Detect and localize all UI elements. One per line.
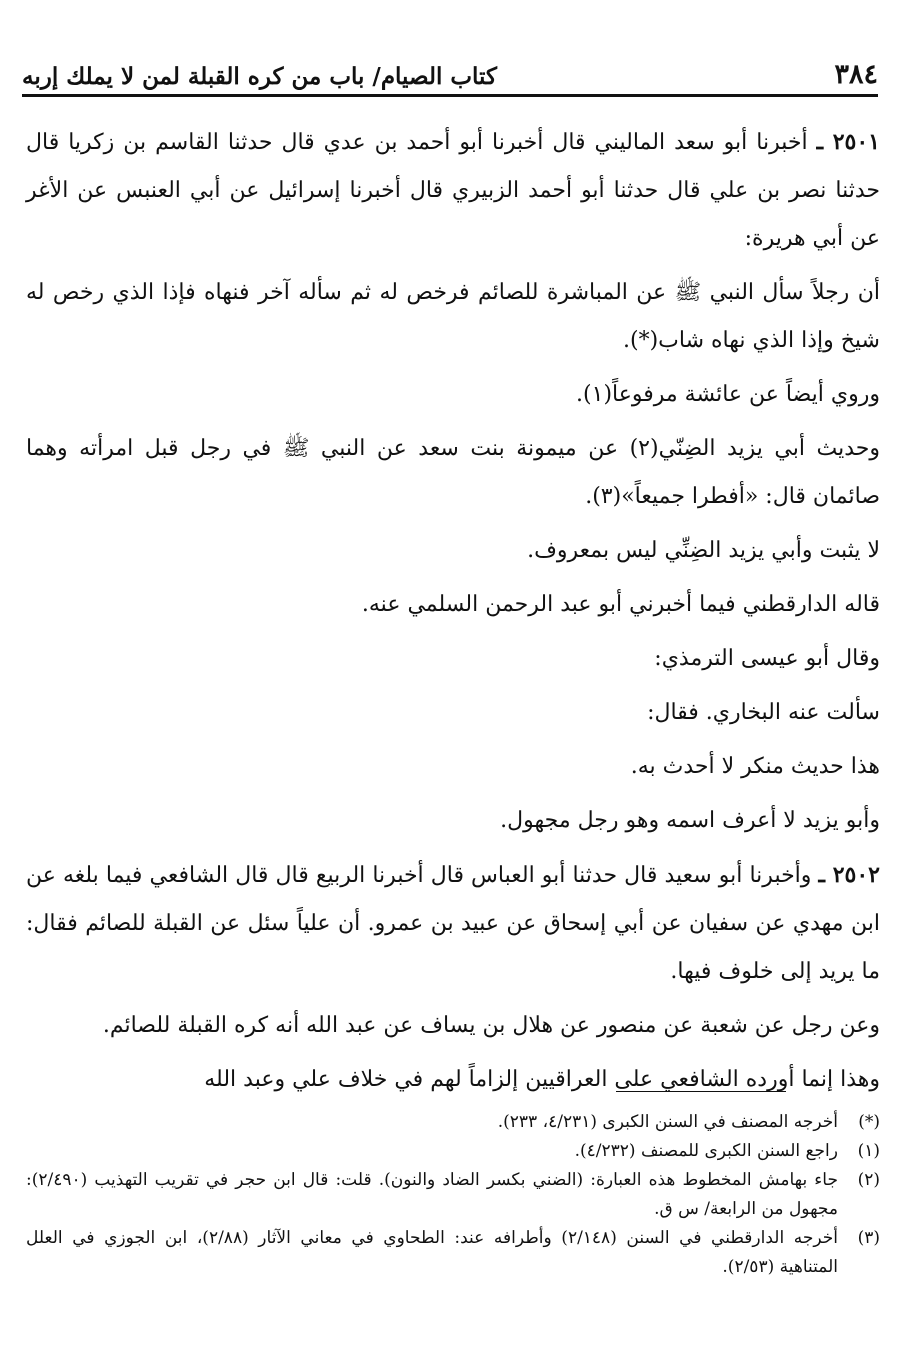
paragraph-text: قاله الدارقطني فيما أخبرني أبو عبد الرحمن السلمي عنه. xyxy=(361,592,880,617)
paragraph xyxy=(26,118,880,263)
footnote-marker: (*) xyxy=(858,1112,880,1132)
paragraph-text: وأخبرنا أبو سعيد قال حدثنا أبو العباس قال أخبرنا الربيع قال قال الشافعي فيما بلغه عن ابن مهدي عن سفيان عن أبي إسحاق عن عبيد بن عمرو. أن علياً سئل عن القبلة للصائم فقال: ما يريد إلى خلوف فيها. xyxy=(26,863,880,984)
footnotes xyxy=(26,1108,880,1282)
paragraph xyxy=(26,743,880,791)
paragraph-text: سألت عنه البخاري. فقال: xyxy=(647,700,880,725)
paragraph xyxy=(26,581,880,629)
footnote-text: راجع السنن الكبرى للمصنف (٤/٢٣٢). xyxy=(574,1141,838,1161)
paragraph xyxy=(26,371,880,419)
paragraph xyxy=(26,797,880,845)
footnote xyxy=(26,1137,880,1166)
paragraph-text: وعن رجل عن شعبة عن منصور عن هلال بن يساف عن عبد الله أنه كره القبلة للصائم. xyxy=(102,1013,880,1038)
running-title: كتاب الصيام/ باب من كره القبلة لمن لا يملك إربه xyxy=(22,63,497,90)
paragraph-text: وهذا إنما أورده الشافعي على العراقيين إلزاماً لهم في خلاف علي وعبد الله xyxy=(204,1067,880,1092)
page-number: ٣٨٤ xyxy=(834,59,878,90)
paragraph xyxy=(26,1056,880,1104)
paragraph xyxy=(26,851,880,996)
footnote-marker: (١) xyxy=(857,1141,880,1161)
paragraph xyxy=(26,1002,880,1050)
paragraph-text: وحديث أبي يزيد الضِنّي(٢) عن ميمونة بنت سعد عن النبي ﷺ في رجل قبل امرأته وهما صائمان قال: «أفطرا جميعاً»(٣). xyxy=(26,436,880,509)
main-text xyxy=(26,118,880,1110)
paragraph xyxy=(26,425,880,521)
footnote xyxy=(26,1108,880,1137)
hadith-number: ٢٥٠١ ـ xyxy=(816,129,880,155)
footnote-text: أخرجه الدارقطني في السنن (٢/١٤٨) وأطرافه عند: الطحاوي في معاني الآثار (٢/٨٨)، ابن الجوزي في العلل المتناهية (٢/٥٣). xyxy=(26,1228,838,1277)
paragraph xyxy=(26,269,880,365)
paragraph-text: وأبو يزيد لا أعرف اسمه وهو رجل مجهول. xyxy=(500,808,880,833)
footnote-marker: (٣) xyxy=(857,1228,880,1248)
paragraph-text: وروي أيضاً عن عائشة مرفوعاً(١). xyxy=(576,382,880,407)
paragraph xyxy=(26,635,880,683)
footnote-separator xyxy=(616,1091,786,1092)
footnote-marker: (٢) xyxy=(857,1170,880,1190)
paragraph-text: أخبرنا أبو سعد الماليني قال أخبرنا أبو أحمد بن عدي قال حدثنا القاسم بن زكريا قال حدثنا نصر بن علي قال حدثنا أبو أحمد الزبيري قال أخبرنا إسرائيل عن أبي العنبس عن الأغر عن أبي هريرة: xyxy=(26,130,880,251)
paragraph-text: لا يثبت وأبي يزيد الضِنِّي ليس بمعروف. xyxy=(527,538,880,563)
footnote xyxy=(26,1224,880,1282)
paragraph-text: وقال أبو عيسى الترمذي: xyxy=(654,646,880,671)
paragraph-text: هذا حديث منكر لا أحدث به. xyxy=(630,754,880,779)
paragraph-text: أن رجلاً سأل النبي ﷺ عن المباشرة للصائم فرخص له ثم سأله آخر فنهاه فإذا الذي رخص له شيخ وإذا الذي نهاه شاب(*). xyxy=(26,280,880,353)
footnote xyxy=(26,1166,880,1224)
footnote-text: أخرجه المصنف في السنن الكبرى (٤/٢٣١، ٢٣٣). xyxy=(497,1112,838,1132)
footnote-text: جاء بهامش المخطوط هذه العبارة: (الضني بكسر الضاد والنون). قلت: قال ابن حجر في تقريب التهذيب (٢/٤٩٠): مجهول من الرابعة/ س ق. xyxy=(26,1170,838,1219)
paragraph xyxy=(26,527,880,575)
paragraph xyxy=(26,689,880,737)
page-header xyxy=(22,42,878,97)
hadith-number: ٢٥٠٢ ـ xyxy=(818,862,880,888)
